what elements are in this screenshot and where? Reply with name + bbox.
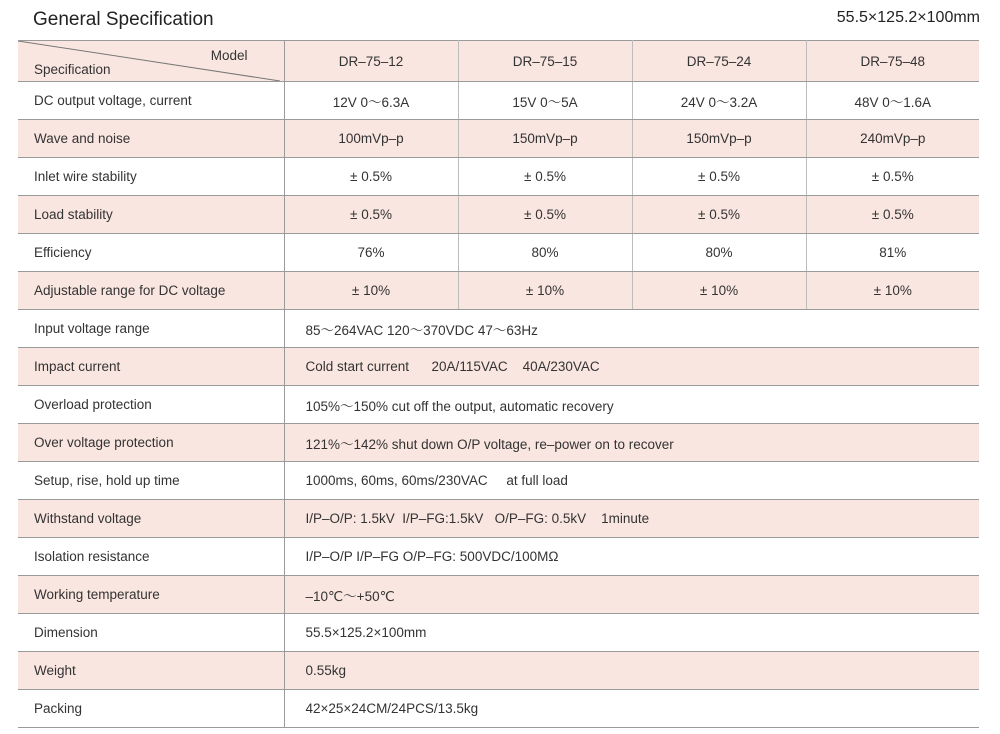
- row-value: ± 0.5%: [806, 196, 979, 234]
- row-value: ± 0.5%: [284, 196, 458, 234]
- model-header: DR–75–15: [458, 41, 632, 82]
- row-label: Load stability: [18, 196, 284, 234]
- table-row: [18, 576, 979, 614]
- row-value: 80%: [632, 234, 806, 272]
- table-row: [18, 82, 979, 120]
- table-row: [18, 120, 979, 158]
- row-value: 80%: [458, 234, 632, 272]
- row-label: Input voltage range: [18, 310, 284, 348]
- table-row: [18, 424, 979, 462]
- table-row: [18, 234, 979, 272]
- row-value: ± 0.5%: [458, 158, 632, 196]
- table-row: [18, 386, 979, 424]
- row-label: Impact current: [18, 348, 284, 386]
- table-row: [18, 652, 979, 690]
- row-label: Working temperature: [18, 576, 284, 614]
- row-value: 150mVp–p: [458, 120, 632, 158]
- table-row: [18, 348, 979, 386]
- table-row: [18, 690, 979, 728]
- row-label: DC output voltage, current: [18, 82, 284, 120]
- model-header: DR–75–48: [806, 41, 979, 82]
- table-row: [18, 310, 979, 348]
- corner-cell: [18, 41, 284, 82]
- row-label: Setup, rise, hold up time: [18, 462, 284, 500]
- spec-table: [18, 40, 979, 728]
- row-value: ± 10%: [458, 272, 632, 310]
- row-label: Packing: [18, 690, 284, 728]
- row-label: Dimension: [18, 614, 284, 652]
- row-value: 81%: [806, 234, 979, 272]
- table-row: [18, 158, 979, 196]
- table-row: [18, 462, 979, 500]
- row-label: Adjustable range for DC voltage: [18, 272, 284, 310]
- row-value: ± 10%: [284, 272, 458, 310]
- row-value: ± 0.5%: [458, 196, 632, 234]
- corner-model-label: Model: [210, 48, 248, 63]
- row-value: 24V 0～3.2A: [632, 82, 806, 120]
- header-row: [18, 41, 979, 82]
- row-label: Wave and noise: [18, 120, 284, 158]
- row-value: 12V 0～6.3A: [284, 82, 458, 120]
- row-value: –10℃～+50℃: [284, 576, 979, 614]
- row-value: I/P–O/P: 1.5kV I/P–FG:1.5kV O/P–FG: 0.5kV 1minute: [284, 500, 979, 538]
- table-row: [18, 500, 979, 538]
- table-row: [18, 614, 979, 652]
- row-value: Cold start current 20A/115VAC 40A/230VAC: [284, 348, 979, 386]
- model-header: DR–75–24: [632, 41, 806, 82]
- row-value: 55.5×125.2×100mm: [284, 614, 979, 652]
- row-value: 0.55kg: [284, 652, 979, 690]
- row-value: 15V 0～5A: [458, 82, 632, 120]
- model-header: DR–75–12: [284, 41, 458, 82]
- row-label: Efficiency: [18, 234, 284, 272]
- row-value: I/P–O/P I/P–FG O/P–FG: 500VDC/100MΩ: [284, 538, 979, 576]
- row-value: ± 10%: [632, 272, 806, 310]
- dimensions-heading: 55.5×125.2×100mm: [836, 9, 980, 26]
- row-value: 76%: [284, 234, 458, 272]
- row-label: Isolation resistance: [18, 538, 284, 576]
- page-title: General Specification: [33, 9, 214, 30]
- corner-spec-label: Specification: [34, 62, 111, 77]
- row-label: Overload protection: [18, 386, 284, 424]
- row-value: 121%～142% shut down O/P voltage, re–power on to recover: [284, 424, 979, 462]
- row-value: 240mVp–p: [806, 120, 979, 158]
- row-value: 48V 0～1.6A: [806, 82, 979, 120]
- row-value: ± 0.5%: [806, 158, 979, 196]
- row-value: 105%～150% cut off the output, automatic recovery: [284, 386, 979, 424]
- row-value: ± 0.5%: [284, 158, 458, 196]
- row-label: Withstand voltage: [18, 500, 284, 538]
- table-row: [18, 538, 979, 576]
- row-value: ± 10%: [806, 272, 979, 310]
- row-value: ± 0.5%: [632, 196, 806, 234]
- table-row: [18, 272, 979, 310]
- row-value: 85～264VAC 120～370VDC 47～63Hz: [284, 310, 979, 348]
- row-label: Inlet wire stability: [18, 158, 284, 196]
- row-value: 150mVp–p: [632, 120, 806, 158]
- row-value: 1000ms, 60ms, 60ms/230VAC at full load: [284, 462, 979, 500]
- row-label: Over voltage protection: [18, 424, 284, 462]
- row-value: 42×25×24CM/24PCS/13.5kg: [284, 690, 979, 728]
- row-value: ± 0.5%: [632, 158, 806, 196]
- table-row: [18, 196, 979, 234]
- row-value: 100mVp–p: [284, 120, 458, 158]
- row-label: Weight: [18, 652, 284, 690]
